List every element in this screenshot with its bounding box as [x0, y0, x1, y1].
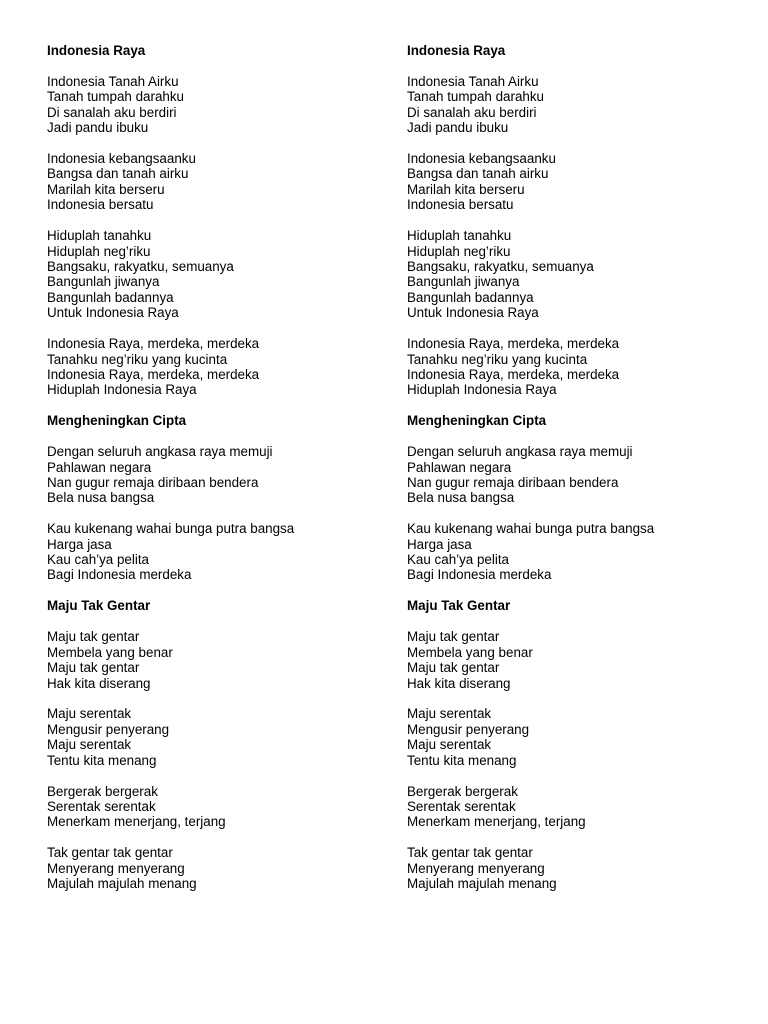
lyric-line: Maju serentak [47, 737, 132, 753]
song-title: Indonesia Raya [407, 43, 506, 58]
lyric-line: Bangunlah badannya [407, 289, 534, 305]
lyric-line: Tanah tumpah darahku [407, 89, 544, 105]
lyric-line: Menerkam menerjang, terjang [407, 814, 586, 830]
song-title: Mengheningkan Cipta [407, 413, 547, 429]
lyric-line: Harga jasa [407, 536, 472, 552]
stanza [407, 629, 752, 691]
song-maju-tak-gentar [47, 598, 392, 891]
lyric-line: Bagi Indonesia merdeka [407, 567, 552, 583]
lyric-line: Majulah majulah menang [47, 876, 197, 892]
lyric-line: Untuk Indonesia Raya [47, 305, 179, 321]
lyric-line: Maju serentak [47, 706, 132, 722]
stanza [407, 336, 752, 398]
lyric-line: Serentak serentak [47, 798, 156, 814]
lyric-line: Di sanalah aku berdiri [47, 104, 177, 120]
lyric-line: Hiduplah tanahku [407, 228, 512, 244]
lyric-line: Menyerang menyerang [47, 860, 185, 876]
stanza [47, 336, 392, 398]
lyric-line: Maju serentak [407, 737, 492, 753]
lyric-line: Nan gugur remaja diribaan bendera [47, 474, 259, 490]
lyric-line: Marilah kita berseru [47, 181, 165, 197]
lyric-line: Mengusir penyerang [47, 721, 170, 737]
stanza [407, 74, 752, 136]
lyric-line: Hiduplah tanahku [47, 228, 152, 244]
stanza [407, 784, 752, 830]
lyric-line: Tanahku neg’riku yang kucinta [407, 351, 588, 367]
stanza [407, 706, 752, 768]
lyric-line: Indonesia bersatu [47, 197, 154, 213]
song-title: Indonesia Raya [47, 43, 146, 58]
lyric-line: Indonesia Raya, merdeka, merdeka [407, 336, 620, 352]
stanza [47, 629, 392, 691]
lyric-line: Tentu kita menang [47, 752, 157, 768]
stanza [407, 845, 752, 891]
song-mengheningkan-cipta [407, 413, 752, 583]
lyric-line: Tak gentar tak gentar [407, 845, 533, 861]
lyric-line: Bangunlah jiwanya [47, 274, 160, 290]
lyric-line: Kau kukenang wahai bunga putra bangsa [47, 521, 295, 537]
lyric-line: Maju tak gentar [407, 660, 500, 676]
lyric-line: Indonesia Raya, merdeka, merdeka [47, 336, 260, 352]
lyric-line: Hiduplah neg’riku [407, 243, 511, 259]
lyric-line: Maju serentak [407, 706, 492, 722]
lyric-line: Indonesia Tanah Airku [47, 73, 179, 89]
lyric-line: Kau cah’ya pelita [407, 552, 509, 568]
lyric-line: Nan gugur remaja diribaan bendera [407, 474, 619, 490]
lyric-line: Pahlawan negara [407, 459, 512, 475]
lyrics-column-right [407, 43, 752, 907]
lyric-line: Jadi pandu ibuku [47, 120, 149, 136]
lyric-line: Hak kita diserang [407, 675, 511, 691]
lyric-line: Bangunlah jiwanya [407, 274, 520, 290]
lyric-line: Tak gentar tak gentar [47, 845, 173, 861]
song-indonesia-raya [407, 43, 752, 398]
lyric-line: Maju tak gentar [47, 660, 140, 676]
song-mengheningkan-cipta [47, 413, 392, 583]
lyric-line: Jadi pandu ibuku [407, 120, 509, 136]
stanza [47, 784, 392, 830]
lyric-line: Bangsaku, rakyatku, semuanya [407, 258, 594, 274]
lyric-line: Hiduplah Indonesia Raya [47, 382, 197, 398]
lyric-line: Marilah kita berseru [407, 181, 525, 197]
lyric-line: Bela nusa bangsa [407, 490, 515, 506]
stanza [47, 706, 392, 768]
lyric-line: Tentu kita menang [407, 752, 517, 768]
lyric-line: Indonesia Tanah Airku [407, 73, 539, 89]
lyric-line: Indonesia bersatu [407, 197, 514, 213]
lyric-line: Tanahku neg’riku yang kucinta [47, 351, 228, 367]
lyric-line: Bangunlah badannya [47, 289, 174, 305]
lyric-line: Bela nusa bangsa [47, 490, 155, 506]
lyric-line: Dengan seluruh angkasa raya memuji [47, 444, 273, 460]
lyric-line: Membela yang benar [407, 644, 533, 660]
lyric-line: Mengusir penyerang [407, 721, 530, 737]
lyric-line: Pahlawan negara [47, 459, 152, 475]
lyric-line: Bangsaku, rakyatku, semuanya [47, 258, 234, 274]
lyric-line: Hak kita diserang [47, 675, 151, 691]
song-maju-tak-gentar [407, 598, 752, 891]
song-title: Maju Tak Gentar [47, 598, 151, 614]
lyric-line: Menerkam menerjang, terjang [47, 814, 226, 830]
stanza [47, 151, 392, 213]
lyric-line: Indonesia kebangsaanku [47, 151, 196, 167]
lyric-line: Maju tak gentar [47, 629, 140, 645]
lyric-line: Untuk Indonesia Raya [407, 305, 539, 321]
lyric-line: Indonesia Raya, merdeka, merdeka [47, 366, 260, 382]
stanza [47, 444, 392, 506]
lyric-line: Majulah majulah menang [407, 876, 557, 892]
lyric-line: Kau cah’ya pelita [47, 552, 149, 568]
lyric-line: Maju tak gentar [407, 629, 500, 645]
lyric-line: Bangsa dan tanah airku [47, 166, 189, 182]
lyric-line: Indonesia Raya, merdeka, merdeka [407, 366, 620, 382]
lyric-line: Harga jasa [47, 536, 112, 552]
lyric-line: Tanah tumpah darahku [47, 89, 184, 105]
song-title: Mengheningkan Cipta [47, 413, 187, 429]
lyric-line: Bergerak bergerak [47, 783, 158, 799]
lyric-line: Membela yang benar [47, 644, 173, 660]
stanza [47, 228, 392, 320]
lyrics-column-left [47, 43, 392, 907]
stanza [407, 444, 752, 506]
stanza [47, 521, 392, 583]
song-title: Maju Tak Gentar [407, 598, 511, 614]
stanza [407, 151, 752, 213]
stanza [47, 845, 392, 891]
lyric-line: Menyerang menyerang [407, 860, 545, 876]
stanza [47, 74, 392, 136]
lyric-line: Dengan seluruh angkasa raya memuji [407, 444, 633, 460]
stanza [407, 228, 752, 320]
lyric-line: Bangsa dan tanah airku [407, 166, 549, 182]
lyric-line: Indonesia kebangsaanku [407, 151, 556, 167]
lyric-line: Bergerak bergerak [407, 783, 518, 799]
lyric-line: Hiduplah neg’riku [47, 243, 151, 259]
lyric-line: Hiduplah Indonesia Raya [407, 382, 557, 398]
lyric-line: Serentak serentak [407, 798, 516, 814]
song-indonesia-raya [47, 43, 392, 398]
stanza [407, 521, 752, 583]
lyric-line: Bagi Indonesia merdeka [47, 567, 192, 583]
lyric-line: Kau kukenang wahai bunga putra bangsa [407, 521, 655, 537]
lyric-line: Di sanalah aku berdiri [407, 104, 537, 120]
